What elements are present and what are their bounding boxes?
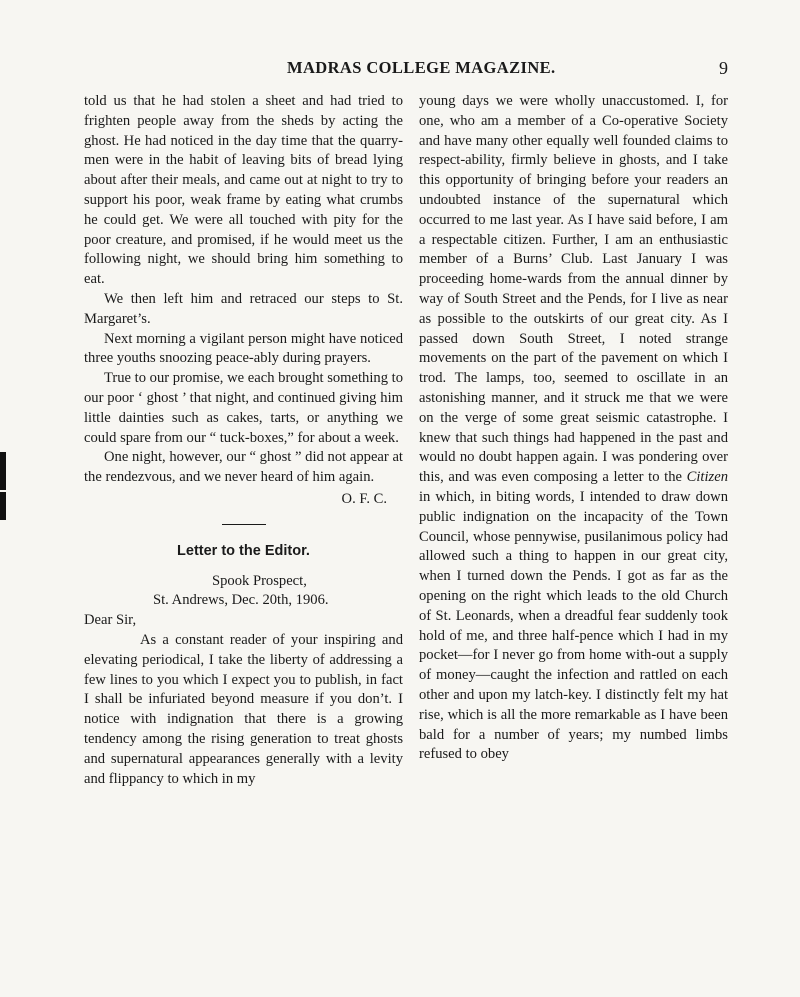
letter-address: Spook Prospect, [212, 572, 307, 589]
paragraph: We then left him and retraced our steps to St. Margaret’s. [84, 290, 403, 327]
paragraph: As a constant reader of your inspiring and elevating periodical, I take the liberty of addressing a few lines to you which I expect you to publish, in fact I shall be infuriated beyond measure if you don’t. I notice with indignation that there is a growing tendency among the rising generation to treat ghosts and supernatural appearances generally with a levity and flippancy to which in my [84, 631, 403, 787]
right-column [419, 92, 728, 765]
page-number: 9 [719, 58, 728, 78]
text-run: in which, in biting words, I intended to draw down public indignation on the incapacity of the Town Council, whose pennywise, pusilanimous policy had allowed such a thing to happen in our great city, when I turned down the Pends. I got as far as the opening on the right which leads to the old Church of St. Leonards, when a dreadful fear suddenly took hold of me, and three half-pence which I had in my pocket—for I never go from home with-out a supply of money—caught the infection and rattled on each other and upon my latch-key. I distinctly felt my hat rise, which is all the more remarkable as I have been bald for a number of years; my numbed limbs refused to obey [419, 488, 728, 763]
letter-date: St. Andrews, Dec. 20th, 1906. [153, 592, 329, 609]
paragraph: True to our promise, we each brought something to our poor ‘ ghost ’ that night, and continued giving him little dainties such as cakes, tarts, or anything we could spare from our “ tuck-boxes,” for about a week. [84, 370, 403, 446]
running-header [0, 58, 800, 88]
paragraph: One night, however, our “ ghost ” did not appear at the rendezvous, and we never heard of him again. [84, 449, 403, 486]
section-heading: Letter to the Editor. [177, 542, 310, 559]
scan-binding-mark [0, 452, 6, 490]
newspaper-name: Citizen [686, 469, 728, 486]
paragraph: Next morning a vigilant person might have noticed three youths snoozing peace-ably during prayers. [84, 330, 403, 367]
paragraph [419, 92, 728, 765]
magazine-title: MADRAS COLLEGE MAGAZINE. [287, 58, 556, 77]
letter-salutation: Dear Sir, [84, 612, 137, 629]
text-run: young days we were wholly unaccustomed. I, for one, who am a member of a Co-operative Society and have many other equally well founded claims to respect-ability, firmly believe in ghosts, and I take this opportunity of bringing before your readers an undoubted instance of the supernatural which occurred to me last year. As I have said before, I am a respectable citizen. Further, I am an enthusiastic member of a Burns’ Club. Last January I was proceeding home-wards from the annual dinner by way of South Street and the Pends, for I live as near as possible to the outskirts of our great city. As I passed down South Street, I noted strange movements on the part of the pavement on which I trod. The lamps, too, seemed to oscillate in an astonishing manner, and it struck me that we were on the verge of some great seismic catastrophe. I knew that such things had happened in the past and would no doubt happen again. I was pondering over this, and was even composing a letter to the [419, 93, 728, 486]
author-signature: O. F. C. [341, 490, 387, 507]
left-column [84, 92, 403, 789]
section-divider [222, 524, 266, 525]
scan-binding-mark [0, 492, 6, 520]
paragraph: told us that he had stolen a sheet and had tried to frighten people away from the sheds by acting the ghost. He had noticed in the day time that the quarry-men were in the habit of leaving bits of bread lying about after their meals, and came out at night to try to support his poor, weak frame by eating what crumbs he could get. We were all touched with pity for the poor creature, and promised, if he would meet us the following night, we should bring him something to eat. [84, 93, 403, 288]
